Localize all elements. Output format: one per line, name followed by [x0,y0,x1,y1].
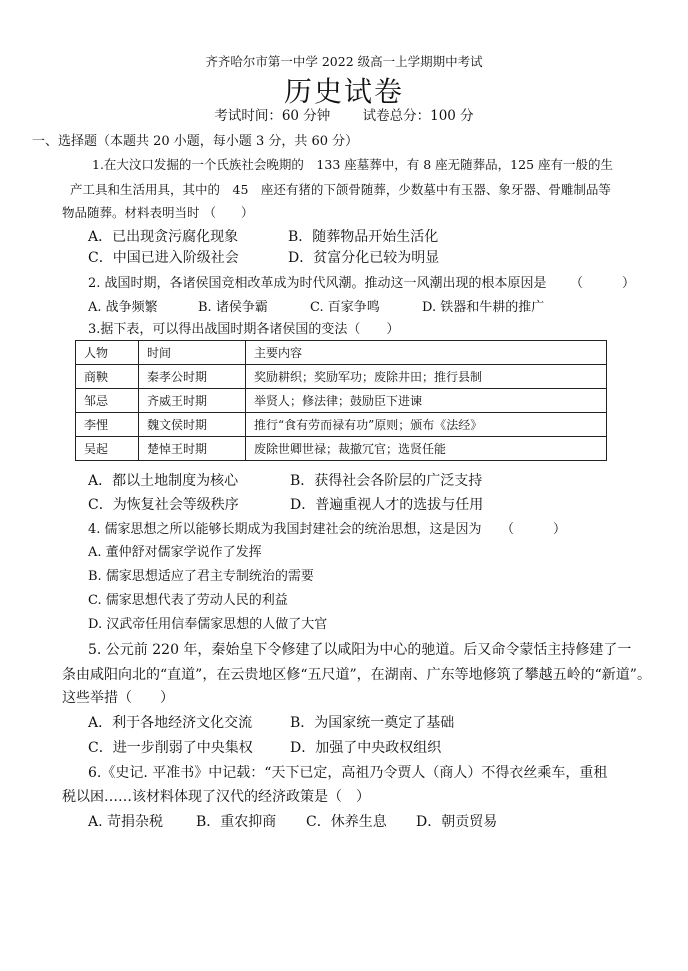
table-row [76,365,607,389]
q2-stem: 2. 战国时期，各诸侯国竞相改革成为时代风潮。推动这一风潮出现的根本原因是 [88,276,547,291]
q5-option-d: D．加强了中央政权组织 [290,740,442,756]
table-cell: 魏文侯时期 [139,413,246,437]
q6-stem-line2: 税以困……该材料体现了汉代的经济政策是（ ） [62,789,370,805]
q2-option-a: A. 战争频繁 [88,300,158,315]
q2-option-c: C. 百家争鸣 [310,300,380,315]
q4-option-a: A. 董仲舒对儒家学说作了发挥 [88,545,262,560]
table-cell: 商鞅 [76,365,139,389]
table-cell: 齐威王时期 [139,389,246,413]
q5-stem-line3: 这些举措（ ） [62,690,174,706]
q1-option-d: D．贫富分化已较为明显 [288,250,440,266]
q6-option-b: B．重农抑商 [196,814,277,830]
table-cell: 推行“食有劳而禄有功”原则；颁布《法经》 [246,413,607,437]
q6-option-a: A. 苛捐杂税 [88,814,164,830]
table-cell: 李悝 [76,413,139,437]
q6-stem-line1: 6.《史记. 平准书》中记载：“天下已定，高祖乃令贾人（商人）不得衣丝乘车，重租 [88,765,608,781]
q3-stem: 3.据下表，可以得出战国时期各诸侯国的变法（ ） [88,322,400,337]
reform-table [75,340,607,461]
table-header-cell: 主要内容 [246,341,607,365]
table-row [76,389,607,413]
q1-stem-line2: 产工具和生活用具，其中的 45 座还有猪的下颌骨随葬，少数墓中有玉器、象牙器、骨雕制品等 [70,182,611,197]
q1-stem-line1: 1.在大汶口发掘的一个氏族社会晚期的 133 座墓葬中，有 8 座无随葬品，125 座有一般的生 [92,157,613,172]
q3-option-c: C．为恢复社会等级秩序 [88,497,239,513]
q6-option-d: D．朝贡贸易 [416,814,498,830]
q1-stem-line3: 物品随葬。材料表明当时 （ ） [62,205,254,220]
table-cell: 楚悼王时期 [139,437,246,461]
q3-option-a: A．都以土地制度为核心 [88,473,239,489]
table-header-cell: 时间 [139,341,246,365]
q4-option-c: C. 儒家思想代表了劳动人民的利益 [88,593,288,608]
q1-option-c: C．中国已进入阶级社会 [88,250,239,266]
q6-option-c: C．休养生息 [306,814,387,830]
table-header-cell: 人物 [76,341,139,365]
q1-option-b: B．随葬物品开始生活化 [288,229,439,245]
table-cell: 废除世卿世禄；裁撤冗官；选贤任能 [246,437,607,461]
q4-option-b: B. 儒家思想适应了君主专制统治的需要 [88,569,314,584]
exam-meta [0,104,688,124]
q3-option-b: B．获得社会各阶层的广泛支持 [290,473,483,489]
table-cell: 奖励耕织；奖励军功；废除井田；推行县制 [246,365,607,389]
q2-option-d: D. 铁器和牛耕的推广 [422,300,545,315]
q5-option-c: C．进一步削弱了中央集权 [88,740,253,756]
table-header-row [76,341,607,365]
q2-option-b: B. 诸侯争霸 [198,300,268,315]
table-row [76,437,607,461]
table-cell: 秦孝公时期 [139,365,246,389]
table-row [76,413,607,437]
table-cell: 吴起 [76,437,139,461]
q4-option-d: D. 汉武帝任用信奉儒家思想的人做了大官 [88,617,328,632]
q2-answer-paren: （ ） [570,276,636,291]
q3-option-d: D．普遍重视人才的选拔与任用 [290,497,484,513]
exam-score: 试卷总分：100 分 [362,108,474,124]
table-cell: 举贤人；修法律；鼓励臣下进谏 [246,389,607,413]
q1-option-a: A．已出现贪污腐化现象 [88,229,239,245]
q5-stem-line2: 条由咸阳向北的“直道”，在云贵地区修“五尺道”，在湖南、广东等地修筑了攀越五岭的“新道”。 [62,667,651,683]
exam-title: 历史试卷 [283,75,404,108]
q4-stem: 4. 儒家思想之所以能够长期成为我国封建社会的统治思想，这是因为 （ ） [88,522,567,537]
exam-time: 考试时间：60 分钟 [214,108,331,124]
exam-school-line: 齐齐哈尔市第一中学 2022 级高一上学期期中考试 [205,54,483,69]
table-cell: 邹忌 [76,389,139,413]
q5-option-b: B．为国家统一奠定了基础 [290,715,455,731]
q5-stem-line1: 5. 公元前 220 年，秦始皇下令修建了以咸阳为中心的驰道。后又命令蒙恬主持修建了一 [88,642,632,658]
q5-option-a: A．利于各地经济文化交流 [88,715,253,731]
section-heading: 一、选择题（本题共 20 小题，每小题 3 分，共 60 分） [32,134,359,149]
